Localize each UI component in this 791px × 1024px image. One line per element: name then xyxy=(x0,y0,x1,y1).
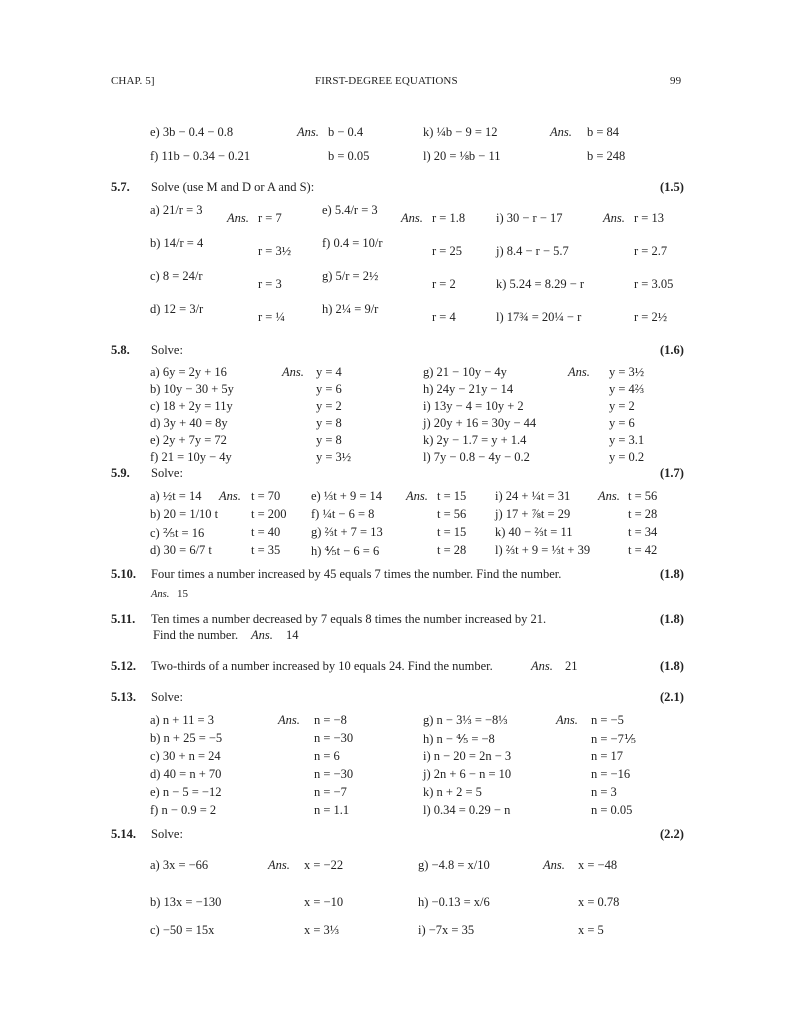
answer: y = 0.2 xyxy=(609,450,645,464)
section-reference: (2.2) xyxy=(660,827,684,841)
equation: f) 21 = 10y − 4y xyxy=(150,450,232,464)
answer: n = 1.1 xyxy=(314,803,350,817)
equation: a) 21/r = 3 xyxy=(150,203,203,217)
answer: 14 xyxy=(286,628,299,642)
answer-label: Ans. xyxy=(556,713,578,727)
equation: b) 20 = 1/10 t xyxy=(150,507,219,521)
equation: d) 30 = 6/7 t xyxy=(150,543,212,557)
answer: n = 3 xyxy=(591,785,617,799)
answer: r = 3 xyxy=(258,277,282,291)
answer: r = 2½ xyxy=(634,310,668,324)
page-title: FIRST-DEGREE EQUATIONS xyxy=(315,75,458,87)
equation: e) n − 5 = −12 xyxy=(150,785,222,799)
answer: n = 17 xyxy=(591,749,624,763)
problem-number: 5.9. xyxy=(111,466,130,480)
equation: d) 40 = n + 70 xyxy=(150,767,222,781)
answer-label: Ans. xyxy=(227,211,249,225)
answer: x = 5 xyxy=(578,923,604,937)
answer: r = 25 xyxy=(432,244,462,258)
answer: x = −48 xyxy=(578,858,618,872)
answer-label: Ans. xyxy=(401,211,423,225)
equation: e) 5.4/r = 3 xyxy=(322,203,378,217)
answer: r = 2.7 xyxy=(634,244,668,258)
answer-label: Ans. xyxy=(531,659,553,673)
equation: j) 17 + ⅞t = 29 xyxy=(495,507,571,521)
answer: b − 0.4 xyxy=(328,125,364,139)
answer: t = 35 xyxy=(251,543,281,557)
problem-number: 5.14. xyxy=(111,827,136,841)
equation: c) −50 = 15x xyxy=(150,923,215,937)
answer: n = −16 xyxy=(591,767,631,781)
answer: t = 56 xyxy=(437,507,467,521)
equation: g) 5/r = 2½ xyxy=(322,269,379,283)
equation: i) −7x = 35 xyxy=(418,923,475,937)
answer: r = 1.8 xyxy=(432,211,466,225)
answer: r = 2 xyxy=(432,277,456,291)
answer-label: Ans. xyxy=(268,858,290,872)
section-reference: (1.8) xyxy=(660,567,684,581)
answer: n = −30 xyxy=(314,767,354,781)
equation: g) ⅔t + 7 = 13 xyxy=(311,525,383,539)
problem-stem: Two-thirds of a number increased by 10 equals 24. Find the number. xyxy=(151,659,493,673)
answer: r = 13 xyxy=(634,211,664,225)
answer: t = 34 xyxy=(628,525,658,539)
equation: h) n − ⅘ = −8 xyxy=(423,732,495,746)
equation: j) 8.4 − r − 5.7 xyxy=(496,244,569,258)
answer: y = 4⅔ xyxy=(609,382,645,396)
answer: t = 56 xyxy=(628,489,658,503)
answer-label: Ans. xyxy=(406,489,428,503)
problem-number: 5.12. xyxy=(111,659,136,673)
equation: f) n − 0.9 = 2 xyxy=(150,803,217,817)
answer: n = −7 xyxy=(314,785,347,799)
answer-label: Ans. xyxy=(219,489,241,503)
answer: t = 28 xyxy=(628,507,658,521)
answer: x = 0.78 xyxy=(578,895,620,909)
answer: y = 3.1 xyxy=(609,433,645,447)
answer: r = 3½ xyxy=(258,244,292,258)
problem-number: 5.10. xyxy=(111,567,136,581)
answer: x = −10 xyxy=(304,895,344,909)
equation: e) ⅓t + 9 = 14 xyxy=(311,489,383,503)
answer: r = ¼ xyxy=(258,310,285,324)
answer: t = 40 xyxy=(251,525,281,539)
equation: g) −4.8 = x/10 xyxy=(418,858,490,872)
answer: t = 70 xyxy=(251,489,281,503)
equation: g) n − 3⅓ = −8⅓ xyxy=(423,713,508,727)
equation: b) 10y − 30 + 5y xyxy=(150,382,234,396)
answer: t = 28 xyxy=(437,543,467,557)
section-reference: (1.6) xyxy=(660,343,684,357)
equation: l) 20 = ⅛b − 11 xyxy=(423,149,501,163)
problem-stem: Ten times a number decreased by 7 equals 8 times the number increased by 21. xyxy=(151,612,547,626)
answer-label: Ans. xyxy=(598,489,620,503)
equation: k) ¼b − 9 = 12 xyxy=(423,125,498,139)
answer: y = 3½ xyxy=(609,365,645,379)
answer: b = 84 xyxy=(587,125,620,139)
answer: n = 0.05 xyxy=(591,803,633,817)
equation: d) 12 = 3/r xyxy=(150,302,204,316)
equation: h) 2¼ = 9/r xyxy=(322,302,379,316)
problem-number: 5.8. xyxy=(111,343,130,357)
answer: 21 xyxy=(565,659,578,673)
equation: b) 14/r = 4 xyxy=(150,236,204,250)
answer: y = 6 xyxy=(316,382,342,396)
answer: y = 2 xyxy=(316,399,342,413)
equation: k) n + 2 = 5 xyxy=(423,785,482,799)
problem-stem-continued: Find the number. xyxy=(153,628,239,642)
equation: a) 3x = −66 xyxy=(150,858,209,872)
equation: c) 8 = 24/r xyxy=(150,269,203,283)
equation: l) ⅔t + 9 = ⅓t + 39 xyxy=(495,543,591,557)
equation: a) 6y = 2y + 16 xyxy=(150,365,227,379)
equation: j) 2n + 6 − n = 10 xyxy=(423,767,512,781)
answer: r = 7 xyxy=(258,211,282,225)
answer: n = −5 xyxy=(591,713,624,727)
answer: t = 15 xyxy=(437,489,467,503)
equation: h) 24y − 21y − 14 xyxy=(423,382,514,396)
equation: k) 40 − ⅔t = 11 xyxy=(495,525,573,539)
equation: j) 20y + 16 = 30y − 44 xyxy=(423,416,537,430)
section-reference: (2.1) xyxy=(660,690,684,704)
answer: y = 3½ xyxy=(316,450,352,464)
equation: i) 30 − r − 17 xyxy=(496,211,563,225)
problem-stem: Solve: xyxy=(151,466,183,480)
answer-label: Ans. xyxy=(550,125,572,139)
answer-label: Ans. xyxy=(543,858,565,872)
equation: k) 5.24 = 8.29 − r xyxy=(496,277,585,291)
equation: i) 24 + ¼t = 31 xyxy=(495,489,571,503)
equation: e) 2y + 7y = 72 xyxy=(150,433,227,447)
answer: y = 8 xyxy=(316,433,342,447)
equation: b) 13x = −130 xyxy=(150,895,222,909)
equation: l) 17¾ = 20¼ − r xyxy=(496,310,582,324)
equation: c) 18 + 2y = 11y xyxy=(150,399,233,413)
answer: x = 3⅓ xyxy=(304,923,340,937)
answer: t = 200 xyxy=(251,507,287,521)
answer-label: Ans. xyxy=(603,211,625,225)
equation: f) 0.4 = 10/r xyxy=(322,236,383,250)
equation: k) 2y − 1.7 = y + 1.4 xyxy=(423,433,527,447)
problem-stem: Solve: xyxy=(151,343,183,357)
answer: n = −7⅕ xyxy=(591,732,636,746)
answer-label: Ans. xyxy=(282,365,304,379)
problem-stem: Solve (use M and D or A and S): xyxy=(151,180,315,194)
answer-label: Ans. xyxy=(278,713,300,727)
equation: f) ¼t − 6 = 8 xyxy=(311,507,375,521)
chapter-label: CHAP. 5] xyxy=(111,75,155,87)
answer: t = 15 xyxy=(437,525,467,539)
answer-label: Ans. xyxy=(568,365,590,379)
answer: y = 4 xyxy=(316,365,342,379)
equation: l) 7y − 0.8 − 4y − 0.2 xyxy=(423,450,530,464)
answer: t = 42 xyxy=(628,543,658,557)
equation: c) ⅖t = 16 xyxy=(150,526,205,540)
answer-label: Ans. xyxy=(297,125,319,139)
problem-stem: Solve: xyxy=(151,827,183,841)
answer: x = −22 xyxy=(304,858,344,872)
answer: y = 2 xyxy=(609,399,635,413)
equation: a) ½t = 14 xyxy=(150,489,202,503)
equation: i) 13y − 4 = 10y + 2 xyxy=(423,399,524,413)
answer-label: Ans. xyxy=(251,628,273,642)
answer: b = 0.05 xyxy=(328,149,370,163)
section-reference: (1.8) xyxy=(660,612,684,626)
answer: 15 xyxy=(177,588,188,600)
section-reference: (1.8) xyxy=(660,659,684,673)
problem-number: 5.7. xyxy=(111,180,130,194)
equation: g) 21 − 10y − 4y xyxy=(423,365,507,379)
problem-stem: Four times a number increased by 45 equals 7 times the number. Find the number. xyxy=(151,567,562,581)
section-reference: (1.5) xyxy=(660,180,684,194)
equation: l) 0.34 = 0.29 − n xyxy=(423,803,511,817)
equation: a) n + 11 = 3 xyxy=(150,713,214,727)
problem-number: 5.11. xyxy=(111,612,136,626)
answer-label: Ans. xyxy=(151,589,170,600)
answer: n = 6 xyxy=(314,749,340,763)
answer: n = −8 xyxy=(314,713,347,727)
equation: b) n + 25 = −5 xyxy=(150,731,223,745)
answer: r = 3.05 xyxy=(634,277,674,291)
page-number: 99 xyxy=(670,75,682,87)
equation: d) 3y + 40 = 8y xyxy=(150,416,228,430)
equation: c) 30 + n = 24 xyxy=(150,749,221,763)
answer: y = 8 xyxy=(316,416,342,430)
equation: h) ⅘t − 6 = 6 xyxy=(311,544,380,558)
equation: h) −0.13 = x/6 xyxy=(418,895,490,909)
answer: r = 4 xyxy=(432,310,456,324)
equation: i) n − 20 = 2n − 3 xyxy=(423,749,512,763)
answer: b = 248 xyxy=(587,149,626,163)
problem-stem: Solve: xyxy=(151,690,183,704)
answer: n = −30 xyxy=(314,731,354,745)
equation: e) 3b − 0.4 − 0.8 xyxy=(150,125,234,139)
equation: f) 11b − 0.34 − 0.21 xyxy=(150,149,251,163)
problem-number: 5.13. xyxy=(111,690,136,704)
section-reference: (1.7) xyxy=(660,466,684,480)
answer: y = 6 xyxy=(609,416,635,430)
